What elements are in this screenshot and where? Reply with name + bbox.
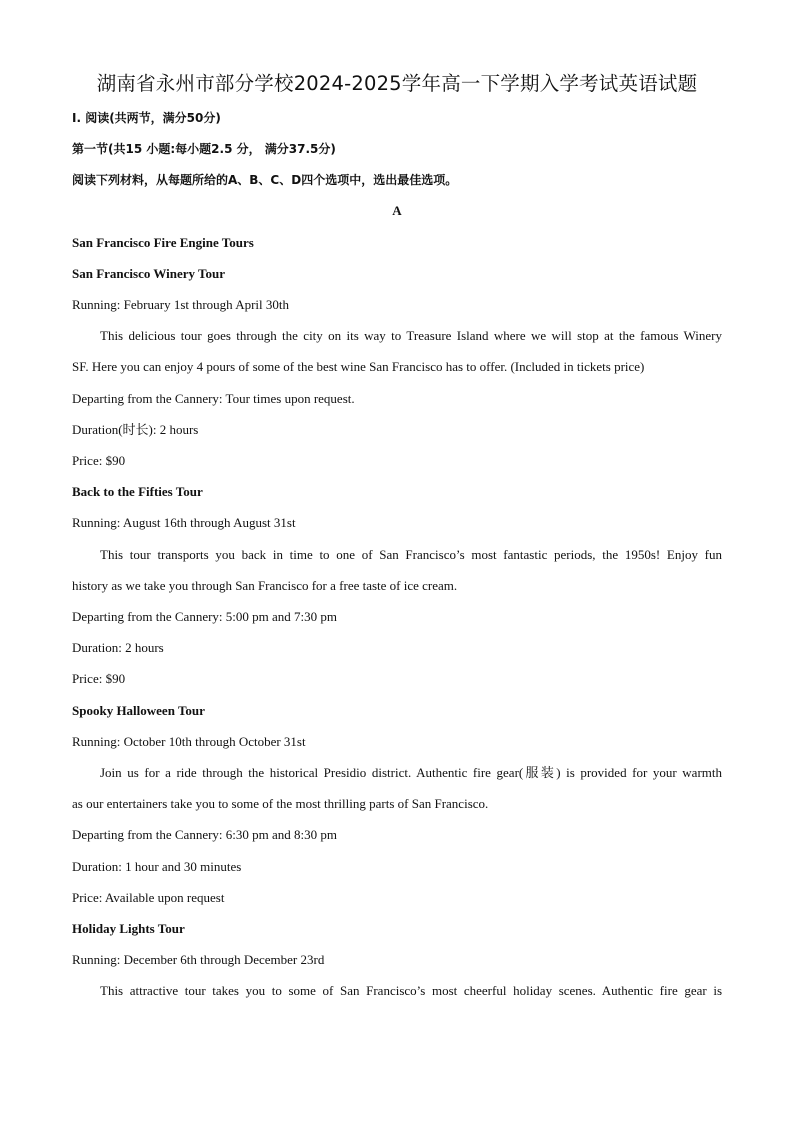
document-title: 湖南省永州市部分学校2024-2025学年高一下学期入学考试英语试题 xyxy=(96,72,698,95)
tour-running: Running: October 10th through October 31st xyxy=(72,734,306,749)
part-heading: 第一节(共15 小题:每小题2.5 分， 满分37.5分) xyxy=(72,142,336,156)
tour-name: Spooky Halloween Tour xyxy=(72,703,205,718)
tour-duration: Duration(时长): 2 hours xyxy=(72,422,199,437)
tour-running: Running: August 16th through August 31st xyxy=(72,515,296,530)
tour-departing: Departing from the Cannery: Tour times upon request. xyxy=(72,391,355,406)
tour-price: Price: Available upon request xyxy=(72,890,225,905)
tour-description: as our entertainers take you to some of the most thrilling parts of San Francisco. xyxy=(72,796,489,811)
tour-running: Running: December 6th through December 23rd xyxy=(72,952,325,967)
tour-name: Holiday Lights Tour xyxy=(72,921,185,936)
tour-description: This attractive tour takes you to some of San Francisco’s most cheerful holiday scenes. Authentic fire gear is xyxy=(100,983,722,998)
tour-description: This delicious tour goes through the city on its way to Treasure Island where we will stop at the famous Winery xyxy=(100,328,722,343)
tour-departing: Departing from the Cannery: 6:30 pm and 8:30 pm xyxy=(72,827,338,842)
tour-name: San Francisco Winery Tour xyxy=(72,266,226,281)
passage-label: A xyxy=(392,203,402,218)
tour-price: Price: $90 xyxy=(72,453,126,468)
tour-price: Price: $90 xyxy=(72,671,126,686)
tour-description: This tour transports you back in time to one of San Francisco’s most fantastic periods, the 1950s! Enjoy fun xyxy=(100,547,722,562)
tour-duration: Duration: 1 hour and 30 minutes xyxy=(72,859,242,874)
tour-name: Back to the Fifties Tour xyxy=(72,484,203,499)
passage-title: San Francisco Fire Engine Tours xyxy=(72,235,254,250)
section-heading: I. 阅读(共两节，满分50分) xyxy=(72,111,221,125)
tour-description: Join us for a ride through the historical Presidio district. Authentic fire gear(服装) is provided for your warmth xyxy=(100,765,722,780)
instructions: 阅读下列材料，从每题所给的A、B、C、D四个选项中，选出最佳选项。 xyxy=(72,173,458,187)
tour-description: SF. Here you can enjoy 4 pours of some of the best wine San Francisco has to offer. (Included in tickets price) xyxy=(72,359,645,374)
tour-duration: Duration: 2 hours xyxy=(72,640,164,655)
tour-departing: Departing from the Cannery: 5:00 pm and 7:30 pm xyxy=(72,609,338,624)
tour-description: history as we take you through San Francisco for a free taste of ice cream. xyxy=(72,578,458,593)
tour-running: Running: February 1st through April 30th xyxy=(72,297,290,312)
